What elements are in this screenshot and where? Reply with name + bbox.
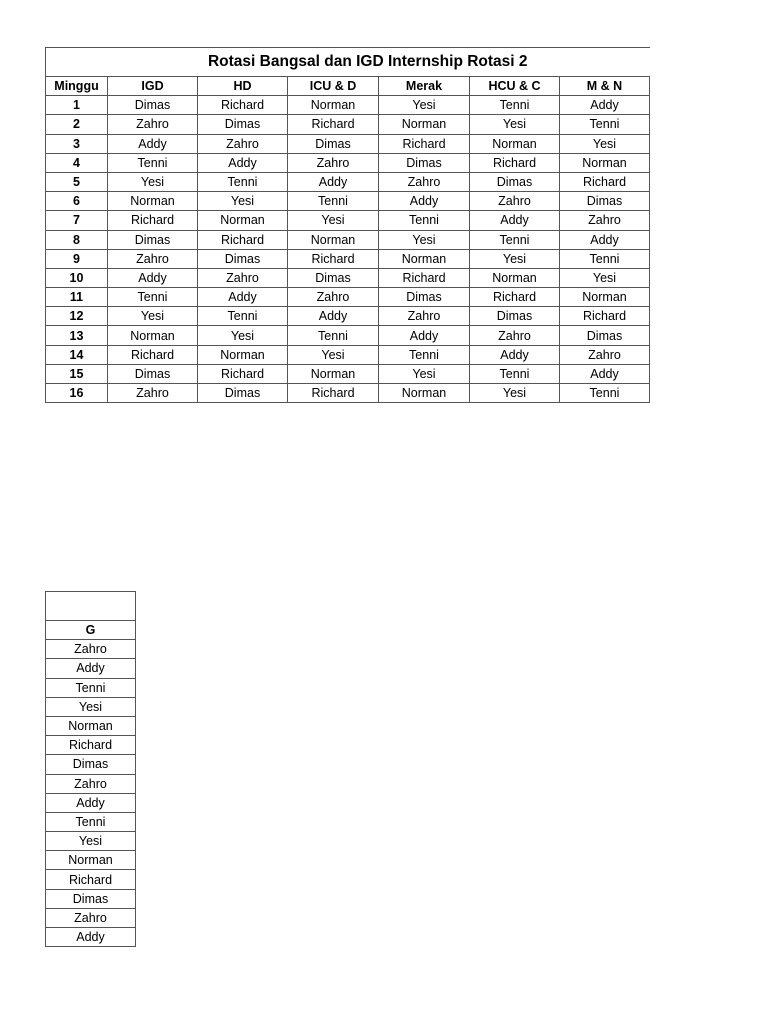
assignment-cell: Norman (379, 384, 470, 403)
g-cell: Addy (46, 928, 136, 947)
g-row (46, 716, 136, 735)
g-cell: Zahro (46, 640, 136, 659)
table-row (46, 307, 650, 326)
assignment-cell: Tenni (379, 211, 470, 230)
table-row (46, 288, 650, 307)
assignment-cell: Addy (198, 288, 288, 307)
assignment-cell: Yesi (470, 384, 560, 403)
assignment-cell: Dimas (379, 288, 470, 307)
g-row (46, 736, 136, 755)
assignment-cell: Norman (288, 230, 379, 249)
assignment-cell: Addy (379, 192, 470, 211)
column-header: Merak (379, 77, 470, 96)
assignment-cell: Richard (288, 384, 379, 403)
g-row (46, 640, 136, 659)
assignment-cell: Norman (288, 96, 379, 115)
assignment-cell: Richard (198, 230, 288, 249)
g-cell: Addy (46, 659, 136, 678)
assignment-cell: Tenni (470, 96, 560, 115)
g-cell: Dimas (46, 755, 136, 774)
g-row (46, 678, 136, 697)
g-row (46, 774, 136, 793)
assignment-cell: Zahro (108, 384, 198, 403)
assignment-cell: Norman (560, 288, 650, 307)
assignment-cell: Richard (560, 172, 650, 191)
assignment-cell: Yesi (379, 364, 470, 383)
assignment-cell: Richard (108, 345, 198, 364)
g-row (46, 889, 136, 908)
assignment-cell: Tenni (560, 115, 650, 134)
assignment-cell: Zahro (108, 115, 198, 134)
assignment-cell: Norman (198, 211, 288, 230)
week-number-cell: 7 (46, 211, 108, 230)
assignment-cell: Norman (379, 249, 470, 268)
assignment-cell: Dimas (108, 364, 198, 383)
table-row (46, 364, 650, 383)
assignment-cell: Addy (288, 172, 379, 191)
week-number-cell: 9 (46, 249, 108, 268)
table-row (46, 96, 650, 115)
table-row (46, 115, 650, 134)
g-header-row (46, 621, 136, 640)
assignment-cell: Richard (470, 153, 560, 172)
assignment-cell: Dimas (379, 153, 470, 172)
week-number-cell: 10 (46, 268, 108, 287)
assignment-cell: Tenni (379, 345, 470, 364)
g-row (46, 793, 136, 812)
assignment-cell: Tenni (198, 307, 288, 326)
header-row (46, 77, 650, 96)
g-header-cell: G (46, 621, 136, 640)
g-cell: Zahro (46, 774, 136, 793)
week-number-cell: 14 (46, 345, 108, 364)
table-row (46, 326, 650, 345)
table-row (46, 249, 650, 268)
week-number-cell: 13 (46, 326, 108, 345)
assignment-cell: Richard (198, 364, 288, 383)
g-row (46, 697, 136, 716)
assignment-cell: Yesi (288, 211, 379, 230)
g-cell: Tenni (46, 812, 136, 831)
g-cell: Dimas (46, 889, 136, 908)
assignment-cell: Zahro (288, 288, 379, 307)
assignment-cell: Zahro (560, 211, 650, 230)
table-row (46, 345, 650, 364)
assignment-cell: Tenni (108, 153, 198, 172)
g-blank-cell (46, 592, 136, 621)
assignment-cell: Dimas (198, 115, 288, 134)
title-row (46, 48, 650, 77)
assignment-cell: Norman (560, 153, 650, 172)
assignment-cell: Tenni (470, 230, 560, 249)
week-number-cell: 2 (46, 115, 108, 134)
g-cell: Norman (46, 716, 136, 735)
assignment-cell: Addy (470, 211, 560, 230)
week-number-cell: 1 (46, 96, 108, 115)
assignment-cell: Yesi (108, 172, 198, 191)
assignment-cell: Zahro (379, 307, 470, 326)
g-cell: Norman (46, 851, 136, 870)
assignment-cell: Addy (470, 345, 560, 364)
assignment-cell: Addy (379, 326, 470, 345)
g-row (46, 870, 136, 889)
assignment-cell: Addy (108, 268, 198, 287)
assignment-cell: Zahro (379, 172, 470, 191)
g-cell: Tenni (46, 678, 136, 697)
g-blank-row (46, 592, 136, 621)
assignment-cell: Addy (560, 364, 650, 383)
assignment-cell: Richard (560, 307, 650, 326)
table-title: Rotasi Bangsal dan IGD Internship Rotasi 2 (46, 48, 650, 77)
table-row (46, 153, 650, 172)
assignment-cell: Tenni (560, 384, 650, 403)
assignment-cell: Richard (198, 96, 288, 115)
g-cell: Yesi (46, 832, 136, 851)
week-number-cell: 12 (46, 307, 108, 326)
assignment-cell: Addy (560, 230, 650, 249)
assignment-cell: Dimas (288, 134, 379, 153)
assignment-cell: Dimas (198, 249, 288, 268)
assignment-cell: Addy (288, 307, 379, 326)
week-number-cell: 3 (46, 134, 108, 153)
week-number-cell: 6 (46, 192, 108, 211)
assignment-cell: Tenni (470, 364, 560, 383)
table-row (46, 192, 650, 211)
g-table (45, 591, 136, 947)
assignment-cell: Richard (108, 211, 198, 230)
table-row (46, 211, 650, 230)
assignment-cell: Dimas (108, 230, 198, 249)
assignment-cell: Norman (470, 268, 560, 287)
assignment-cell: Yesi (108, 307, 198, 326)
g-cell: Yesi (46, 697, 136, 716)
assignment-cell: Dimas (288, 268, 379, 287)
g-row (46, 812, 136, 831)
table-row (46, 384, 650, 403)
assignment-cell: Richard (288, 115, 379, 134)
week-number-cell: 15 (46, 364, 108, 383)
assignment-cell: Yesi (198, 326, 288, 345)
table-row (46, 268, 650, 287)
assignment-cell: Zahro (198, 268, 288, 287)
assignment-cell: Yesi (560, 268, 650, 287)
assignment-cell: Norman (108, 192, 198, 211)
g-cell: Addy (46, 793, 136, 812)
column-header: HD (198, 77, 288, 96)
assignment-cell: Yesi (379, 96, 470, 115)
g-cell: Zahro (46, 908, 136, 927)
assignment-cell: Yesi (470, 249, 560, 268)
assignment-cell: Norman (288, 364, 379, 383)
g-row (46, 928, 136, 947)
assignment-cell: Zahro (470, 326, 560, 345)
assignment-cell: Richard (470, 288, 560, 307)
assignment-cell: Norman (379, 115, 470, 134)
week-number-cell: 11 (46, 288, 108, 307)
assignment-cell: Norman (470, 134, 560, 153)
assignment-cell: Richard (379, 268, 470, 287)
g-row (46, 755, 136, 774)
assignment-cell: Addy (560, 96, 650, 115)
week-number-cell: 8 (46, 230, 108, 249)
assignment-cell: Zahro (108, 249, 198, 268)
week-number-cell: 4 (46, 153, 108, 172)
assignment-cell: Richard (379, 134, 470, 153)
assignment-cell: Tenni (108, 288, 198, 307)
assignment-cell: Tenni (560, 249, 650, 268)
table-row (46, 172, 650, 191)
assignment-cell: Norman (108, 326, 198, 345)
assignment-cell: Dimas (108, 96, 198, 115)
rotation-table (45, 47, 650, 403)
column-header: ICU & D (288, 77, 379, 96)
assignment-cell: Zahro (288, 153, 379, 172)
g-cell: Richard (46, 736, 136, 755)
assignment-cell: Zahro (470, 192, 560, 211)
assignment-cell: Zahro (560, 345, 650, 364)
assignment-cell: Addy (108, 134, 198, 153)
column-header: Minggu (46, 77, 108, 96)
assignment-cell: Tenni (198, 172, 288, 191)
column-header: M & N (560, 77, 650, 96)
assignment-cell: Yesi (198, 192, 288, 211)
column-header: HCU & C (470, 77, 560, 96)
column-header: IGD (108, 77, 198, 96)
assignment-cell: Yesi (560, 134, 650, 153)
assignment-cell: Dimas (560, 192, 650, 211)
assignment-cell: Dimas (198, 384, 288, 403)
g-row (46, 832, 136, 851)
table-row (46, 230, 650, 249)
g-row (46, 851, 136, 870)
assignment-cell: Richard (288, 249, 379, 268)
assignment-cell: Dimas (470, 172, 560, 191)
assignment-cell: Dimas (470, 307, 560, 326)
g-row (46, 908, 136, 927)
week-number-cell: 16 (46, 384, 108, 403)
assignment-cell: Yesi (379, 230, 470, 249)
assignment-cell: Yesi (470, 115, 560, 134)
assignment-cell: Zahro (198, 134, 288, 153)
table-row (46, 134, 650, 153)
assignment-cell: Yesi (288, 345, 379, 364)
assignment-cell: Dimas (560, 326, 650, 345)
week-number-cell: 5 (46, 172, 108, 191)
assignment-cell: Addy (198, 153, 288, 172)
g-cell: Richard (46, 870, 136, 889)
assignment-cell: Norman (198, 345, 288, 364)
assignment-cell: Tenni (288, 326, 379, 345)
assignment-cell: Tenni (288, 192, 379, 211)
g-row (46, 659, 136, 678)
